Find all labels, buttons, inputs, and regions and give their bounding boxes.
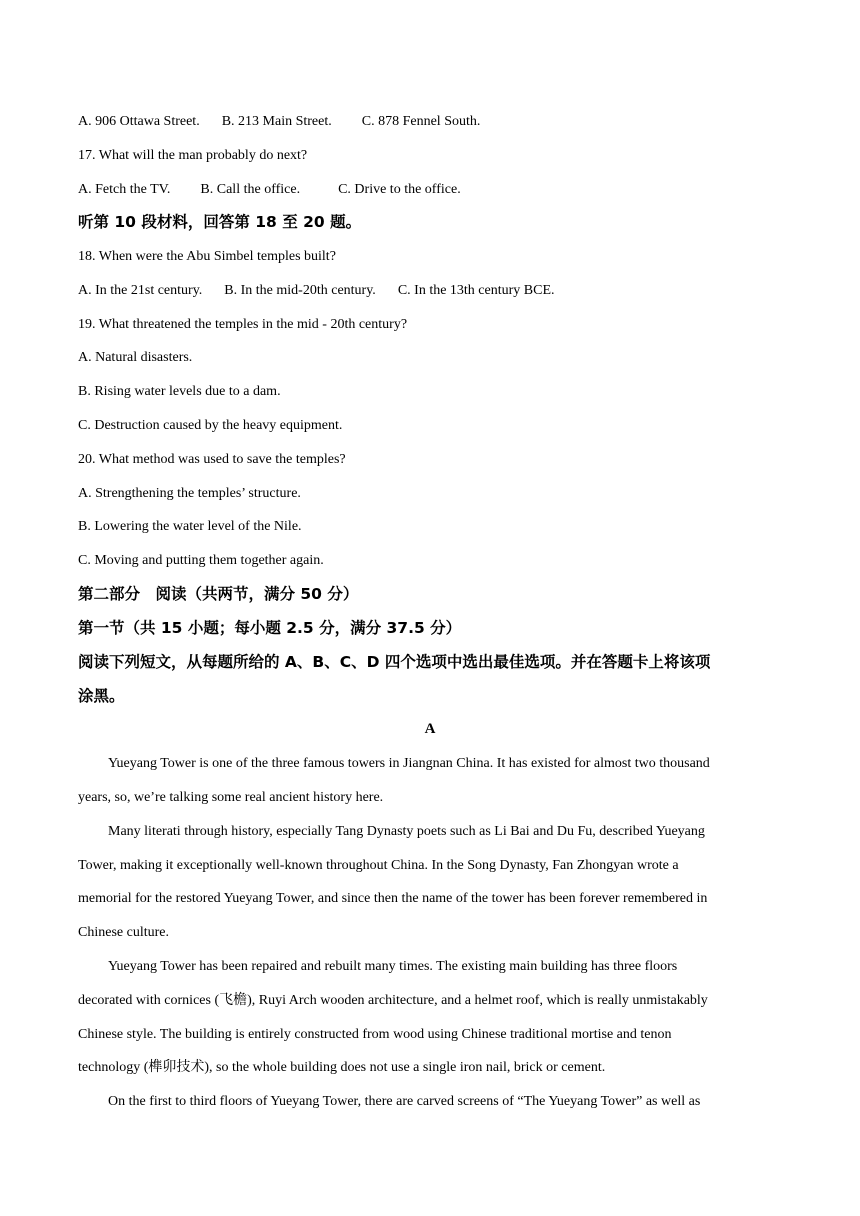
q19-option-b: B. Rising water levels due to a dam. [78,384,281,399]
passage-line-6: Chinese culture. [78,925,169,940]
q17-question: 17. What will the man probably do next? [78,148,308,163]
section10-heading: 听第 10 段材料，回答第 18 至 20 题。 [78,213,362,231]
q16-option-b: B. 213 Main Street. [221,114,332,129]
q17-option-b: B. Call the office. [200,182,301,197]
q20-question: 20. What method was used to save the temples? [78,452,346,467]
q19-question: 19. What threatened the temples in the mid - 20th century? [78,317,408,332]
passage-line-4: Tower, making it exceptionally well-known throughout China. In the Song Dynasty, Fan Zhongyan wrote a [78,858,679,873]
q20-option-b: B. Lowering the water level of the Nile. [78,519,302,534]
passage-line-8: decorated with cornices (飞檐), Ruyi Arch wooden architecture, and a helmet roof, which is really unmistakably [78,993,708,1008]
part2-section1-heading: 第一节（共 15 小题；每小题 2.5 分，满分 37.5 分） [78,619,462,637]
passage-line-11: On the first to third floors of Yueyang Tower, there are carved screens of “The Yueyang Tower” as well as [108,1094,701,1109]
part2-heading: 第二部分 阅读（共两节，满分 50 分） [78,585,359,603]
q16-option-c: C. 878 Fennel South. [361,114,481,129]
q20-option-c: C. Moving and putting them together again. [78,553,324,568]
passage-line-9: Chinese style. The building is entirely constructed from wood using Chinese traditional mortise and tenon [78,1027,672,1042]
q18-option-a: A. In the 21st century. [78,283,203,298]
part2-instruction-line1: 阅读下列短文，从每题所给的 A、B、C、D 四个选项中选出最佳选项。并在答题卡上将该项 [78,653,711,671]
q18-options [78,282,555,300]
q19-option-c: C. Destruction caused by the heavy equipment. [78,418,343,433]
q16-option-a: A. 906 Ottawa Street. [78,114,200,129]
q17-option-a: A. Fetch the TV. [78,182,171,197]
q16-options [78,113,480,131]
passage-line-1: Yueyang Tower is one of the three famous towers in Jiangnan China. It has existed for almost two thousand [108,756,710,771]
q19-option-a: A. Natural disasters. [78,350,193,365]
passage-line-10: technology (榫卯技术), so the whole building does not use a single iron nail, brick or cement. [78,1060,606,1075]
q18-option-b: B. In the mid-20th century. [224,283,376,298]
q18-option-c: C. In the 13th century BCE. [397,283,555,298]
passage-line-2: years, so, we’re talking some real ancient history here. [78,790,384,805]
q17-options [78,181,461,199]
q17-option-c: C. Drive to the office. [338,182,461,197]
q20-option-a: A. Strengthening the temples’ structure. [78,486,301,501]
q18-question: 18. When were the Abu Simbel temples built? [78,249,336,264]
passage-line-3: Many literati through history, especially Tang Dynasty poets such as Li Bai and Du Fu, described Yueyang [108,824,705,839]
passage-title: A [424,721,436,737]
passage-line-7: Yueyang Tower has been repaired and rebuilt many times. The existing main building has three floors [108,959,678,974]
part2-instruction-line2: 涂黑。 [78,687,125,705]
passage-line-5: memorial for the restored Yueyang Tower, and since then the name of the tower has been forever remembered in [78,891,708,906]
